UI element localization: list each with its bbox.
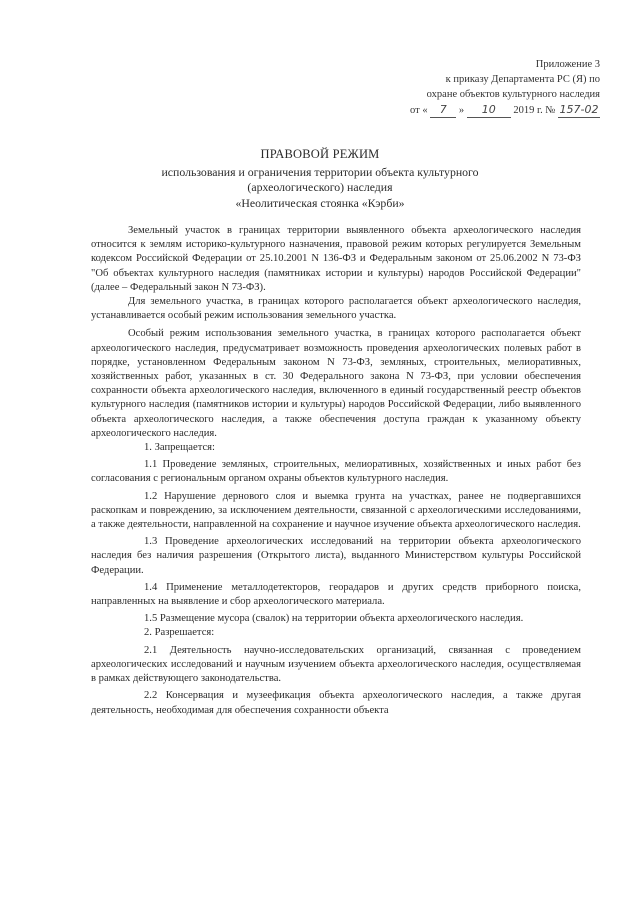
order-month: 10	[467, 102, 511, 118]
section-prohibited: 1. Запрещается:	[144, 442, 215, 454]
item-1-5: 1.5 Размещение мусора (свалок) на территории объекта археологического наследия.	[144, 613, 524, 625]
item-2-2: 2.2 Консервация и музеефикация объекта археологического наследия, а также другая деятельность, необходимая для обеспечения сохранности объекта	[91, 690, 581, 716]
order-number: 157-02	[559, 103, 599, 116]
item-1-4: 1.4 Применение металлодетекторов, георадаров и других средств приборного поиска, направленных на выявление и сбор археологического материала.	[91, 581, 581, 608]
document-body	[91, 224, 581, 718]
document-title: ПРАВОВОЙ РЕЖИМ	[260, 147, 380, 161]
paragraph-1: Земельный участок в границах территории выявленного объекта археологического наследия относится к землям историко-культурного назначения, правовой режим которых регулируется Земельным кодексом Российской Федерации от 25.10.2001 N 136-ФЗ и Федеральным законом от 25.06.2002 N 73-ФЗ "Об объектах культурного наследия (памятниках истории и культуры) народов Российской Федерации" (далее – Федеральный закон N 73-ФЗ).	[91, 225, 581, 293]
order-day: 7	[430, 102, 456, 118]
section-allowed: 2. Разрешается:	[144, 627, 215, 639]
item-1-1: 1.1 Проведение земляных, строительных, мелиоративных, хозяйственных и иных работ без согласования с региональным органом охраны объектов культурного наследия.	[91, 459, 581, 485]
document-title-block	[120, 147, 520, 211]
paragraph-2: Для земельного участка, в границах которого располагается объект археологического наследия, устанавливается особый режим использования земельного участка.	[91, 296, 581, 322]
appendix-label: Приложение 3	[535, 59, 600, 70]
title-line-3: (археологического) наследия	[247, 180, 393, 194]
item-2-1: 2.1 Деятельность научно-исследовательских организаций, связанная с проведением археологических исследований и научным изучением объекта археологического наследия, осуществляемая в рамках действующего законодательства.	[91, 644, 581, 685]
item-1-2: 1.2 Нарушение дернового слоя и выемка грунта на участках, ранее не подвергавшихся раскопкам и повреждению, за исключением деятельности, связанной с археологическими исследованиями, а также деятельности, направленной на сохранение и научное изучение объекта археологического наследия.	[91, 490, 581, 531]
appendix-order-ref: к приказу Департамента РС (Я) по	[445, 74, 600, 85]
item-1-3: 1.3 Проведение археологических исследований на территории объекта археологического наследия без наличия разрешения (Открытого листа), выданного Министерством культуры Российской Федерации.	[91, 536, 581, 576]
appendix-department: охране объектов культурного наследия	[426, 89, 600, 100]
appendix-header	[390, 57, 600, 118]
title-line-4: «Неолитическая стоянка «Кэрби»	[235, 195, 405, 210]
paragraph-3: Особый режим использования земельного участка, в границах которого располагается объект археологического наследия, предусматривает возможность проведения археологических полевых работ в порядке, установленном Федеральным законом N 73-ФЗ, земляных, строительных, мелиоративных, хозяйственных работ, указанных в ст. 30 Федерального закона N 73-ФЗ, при условии обеспечения сохранности объекта археологического наследия, включенного в единый государственный реестр объектов культурного наследия (памятников истории и культуры) народов Российской Федерации, либо выявленного объекта археологического наследия, а также обеспечения доступа граждан к указанному объекту археологического наследия.	[91, 328, 581, 439]
title-line-2: использования и ограничения территории объекта культурного	[161, 164, 479, 179]
appendix-date-line: от « 7 » 10 2019 г. № 157-02	[410, 103, 599, 116]
